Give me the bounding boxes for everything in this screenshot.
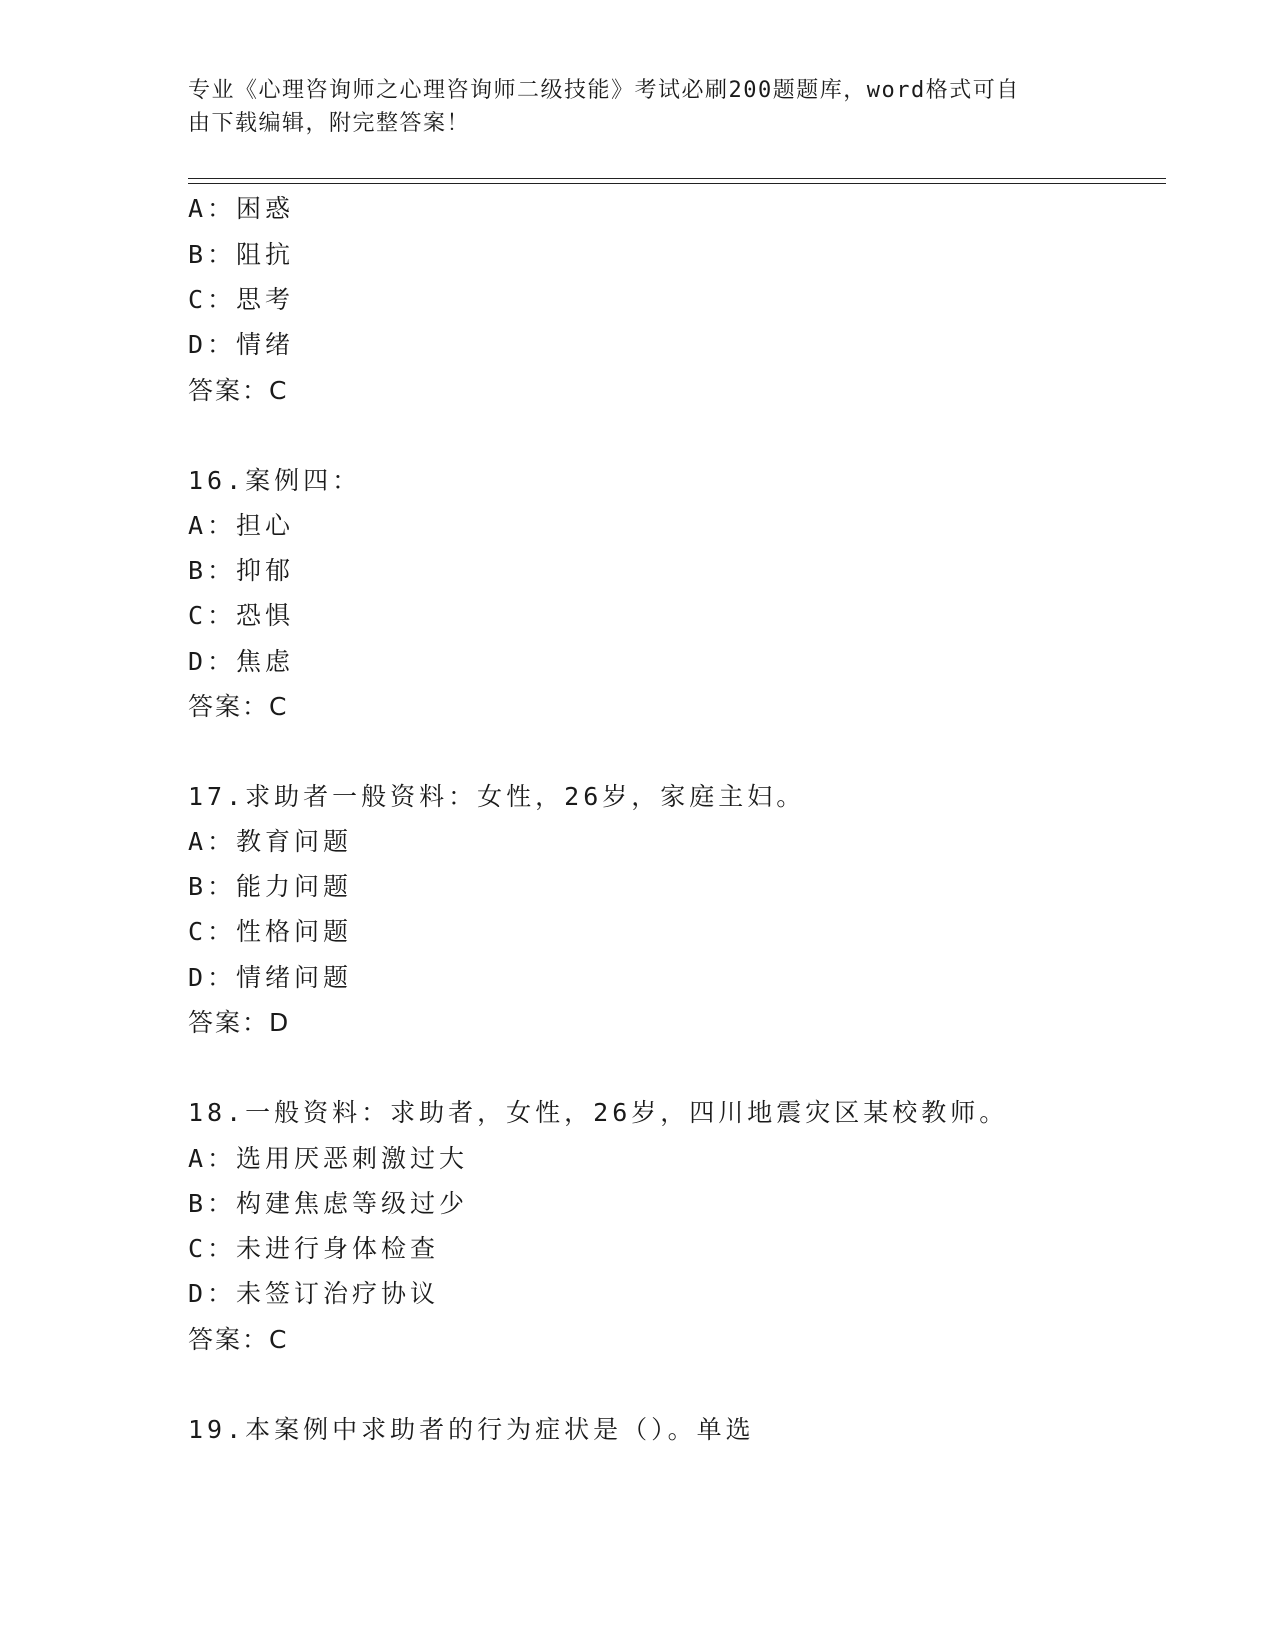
q17-option-b: B：能力问题 (188, 872, 353, 901)
q15-option-d: D：情绪 (188, 330, 295, 359)
q18-answer: 答案：C (188, 1325, 289, 1354)
header-divider-top (188, 178, 1166, 179)
q15-option-c: C：思考 (188, 285, 295, 314)
header-line-2: 由下载编辑，附完整答案！ (188, 111, 471, 136)
document-header (188, 74, 1068, 140)
q17-question: 17.求助者一般资料：女性，26岁，家庭主妇。 (188, 782, 806, 811)
q15-answer: 答案：C (188, 376, 289, 405)
q18-option-c: C：未进行身体检查 (188, 1234, 440, 1263)
q16-option-b: B：抑郁 (188, 556, 295, 585)
q16-option-c: C：恐惧 (188, 601, 295, 630)
q17-option-c: C：性格问题 (188, 917, 353, 946)
q16-answer: 答案：C (188, 692, 289, 721)
q18-question: 18.一般资料：求助者，女性，26岁，四川地震灾区某校教师。 (188, 1098, 1009, 1127)
q15-option-a: A：困惑 (188, 194, 295, 223)
q19-question: 19.本案例中求助者的行为症状是（）。单选 (188, 1415, 755, 1444)
q18-option-b: B：构建焦虑等级过少 (188, 1189, 469, 1218)
q16-question: 16.案例四： (188, 466, 362, 495)
q15-option-b: B：阻抗 (188, 240, 295, 269)
header-divider-bottom (188, 183, 1166, 184)
header-line-1: 专业《心理咨询师之心理咨询师二级技能》考试必刷200题题库，word格式可自 (188, 78, 1020, 103)
q17-option-a: A：教育问题 (188, 827, 353, 856)
q16-option-a: A：担心 (188, 511, 295, 540)
q18-option-a: A：选用厌恶刺激过大 (188, 1144, 469, 1173)
q18-option-d: D：未签订治疗协议 (188, 1279, 440, 1308)
q17-answer: 答案：D (188, 1008, 291, 1037)
q17-option-d: D：情绪问题 (188, 963, 353, 992)
q16-option-d: D：焦虑 (188, 647, 295, 676)
